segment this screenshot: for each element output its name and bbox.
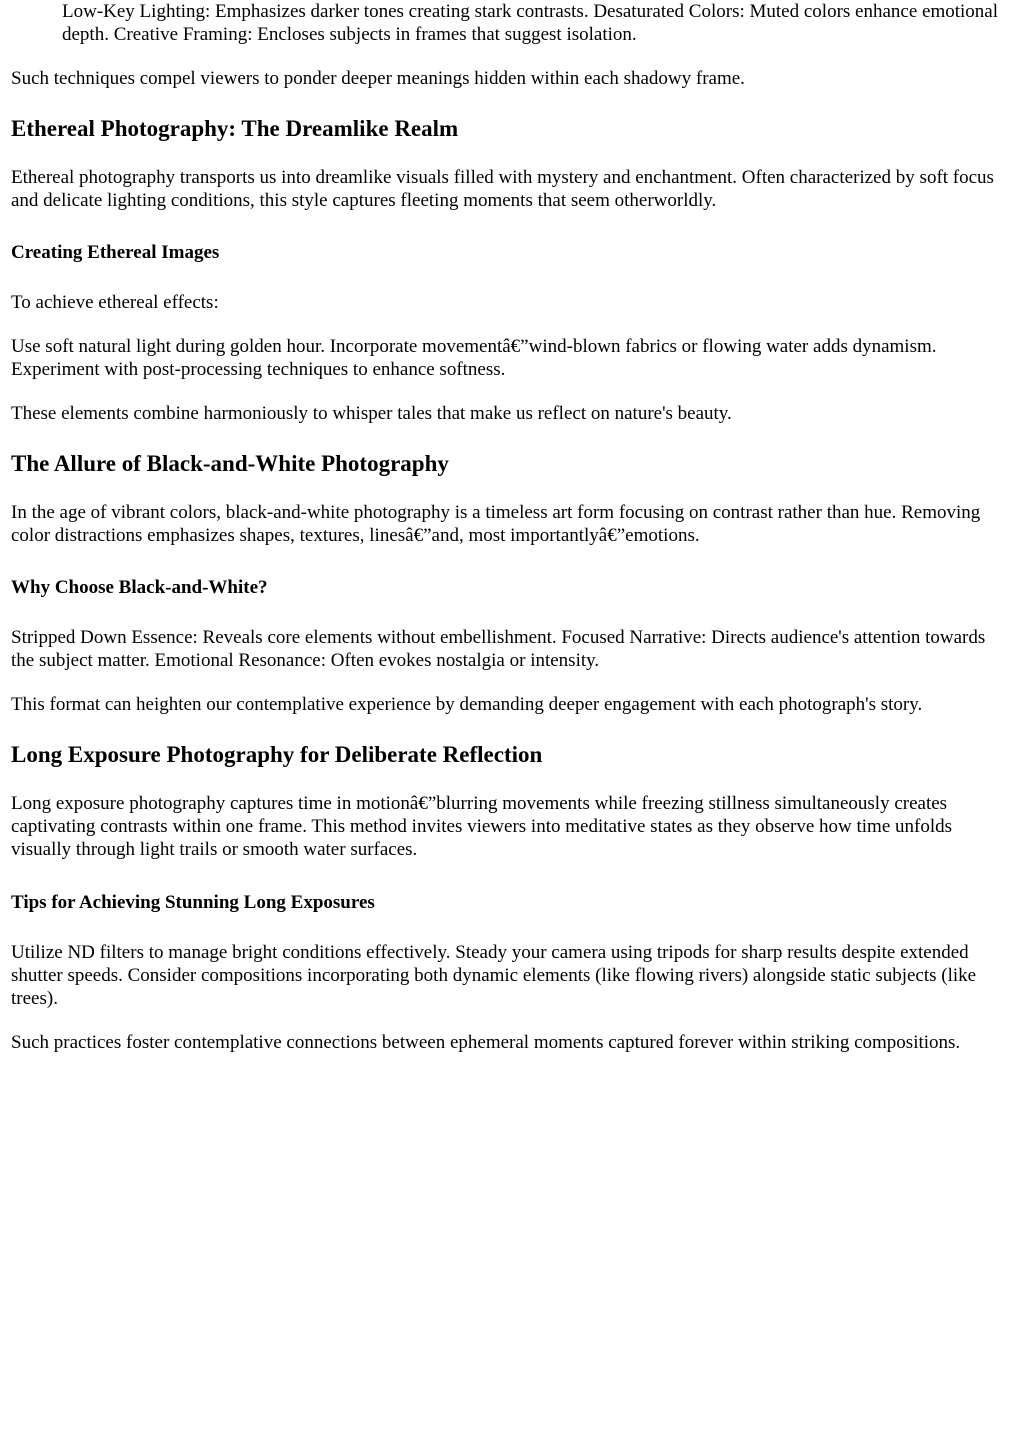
section-intro-black-and-white: In the age of vibrant colors, black-and-white photography is a timeless art form focusing on contrast rather than hue. Removing color distractions emphasizes shapes, textures, linesâ€”and, most importantlyâ€”emotions.: [11, 502, 981, 546]
closing-ethereal: These elements combine harmoniously to whisper tales that make us reflect on nature's beauty.: [11, 403, 732, 424]
section-heading-ethereal: Ethereal Photography: The Dreamlike Realm: [11, 116, 459, 141]
intro-quote: Low-Key Lighting: Emphasizes darker tones creating stark contrasts. Desaturated Colors: Muted colors enhance emotional depth. Creative Framing: Encloses subjects in frames that suggest isolation.: [62, 1, 999, 45]
subheading-why-black-and-white: Why Choose Black-and-White?: [11, 577, 268, 598]
list-text-long-exposure: Utilize ND filters to manage bright conditions effectively. Steady your camera using tripods for sharp results despite extended shutter speeds. Consider compositions incorporating both dynamic elements (like flowing rivers) alongside static subjects (like trees).: [11, 942, 977, 1009]
subheading-long-exposure-tips: Tips for Achieving Stunning Long Exposures: [11, 892, 375, 913]
section-intro-ethereal: Ethereal photography transports us into dreamlike visuals filled with mystery and enchantment. Often characterized by soft focus and delicate lighting conditions, this style captures fleeting moments that seem otherworldly.: [11, 167, 994, 211]
subheading-creating-ethereal: Creating Ethereal Images: [11, 242, 220, 263]
section-intro-long-exposure: Long exposure photography captures time in motionâ€”blurring movements while freezing stillness simultaneously creates captivating contrasts within one frame. This method invites viewers into meditative states as they observe how time unfolds visually through light trails or smooth water surfaces.: [11, 793, 953, 860]
closing-black-and-white: This format can heighten our contemplative experience by demanding deeper engagement with each photograph's story.: [11, 694, 923, 715]
closing-long-exposure: Such practices foster contemplative connections between ephemeral moments captured forever within striking compositions.: [11, 1032, 961, 1053]
list-text-black-and-white: Stripped Down Essence: Reveals core elements without embellishment. Focused Narrative: Directs audience's attention towards the subject matter. Emotional Resonance: Often evokes nostalgia or intensity.: [11, 627, 986, 671]
section-heading-black-and-white: The Allure of Black-and-White Photography: [11, 451, 449, 476]
section-heading-long-exposure: Long Exposure Photography for Deliberate Reflection: [11, 742, 543, 767]
intro-closing-paragraph: Such techniques compel viewers to ponder deeper meanings hidden within each shadowy frame.: [11, 68, 745, 89]
list-text-ethereal: Use soft natural light during golden hour. Incorporate movementâ€”wind-blown fabrics or flowing water adds dynamism. Experiment with post-processing techniques to enhance softness.: [11, 336, 937, 380]
lead-ethereal: To achieve ethereal effects:: [11, 292, 219, 313]
